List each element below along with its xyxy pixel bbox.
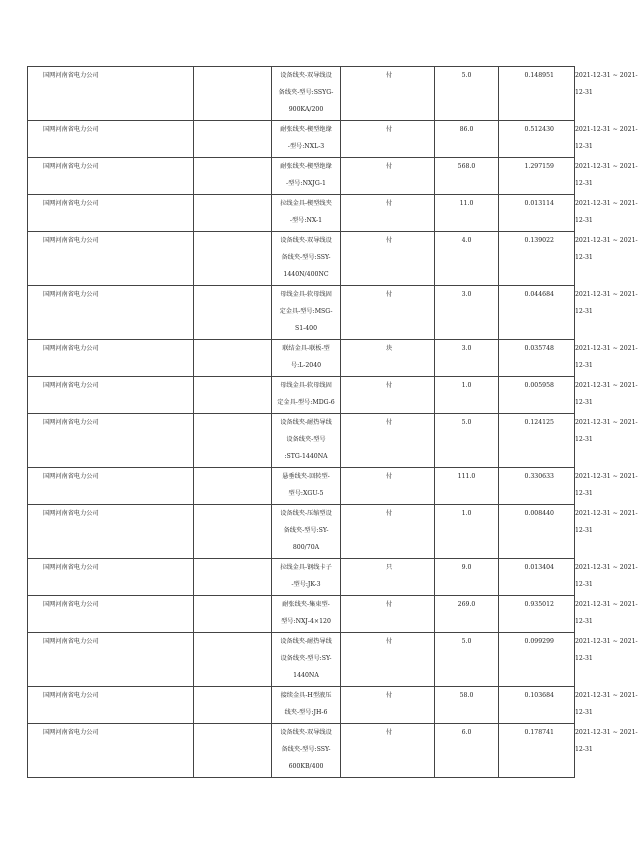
item-description-cell: 耐张线夹-集束型- 型号:NXJ-4×120 (272, 596, 341, 633)
amount-cell: 0.044684 (499, 286, 575, 340)
amount-cell: 0.005958 (499, 377, 575, 414)
table-row: 国网河南省电力公司 设备线夹-双导线设 备线夹-型号:SSYG- 900KA/200 付 5.0 0.148951 2021-12-31 ~ 2021- 12-31 (28, 67, 575, 121)
company-cell: 国网河南省电力公司 (28, 340, 194, 377)
blank-cell (194, 559, 272, 596)
quantity-cell: 86.0 (435, 121, 499, 158)
quantity-cell: 4.0 (435, 232, 499, 286)
blank-cell (194, 633, 272, 687)
quantity-cell: 3.0 (435, 286, 499, 340)
item-description-cell: 母线金具-软母线固 定金具-型号:MDG-6 (272, 377, 341, 414)
quantity-cell: 1.0 (435, 377, 499, 414)
company-cell: 国网河南省电力公司 (28, 559, 194, 596)
blank-cell (194, 687, 272, 724)
amount-cell: 0.008440 (499, 505, 575, 559)
table-row: 国网河南省电力公司 设备线夹-双导线设 备线夹-型号:SSY- 600KB/400 付 6.0 0.178741 2021-12-31 ~ 2021- 12-31 (28, 724, 575, 778)
quantity-cell: 111.0 (435, 468, 499, 505)
quantity-cell: 11.0 (435, 195, 499, 232)
unit-cell: 付 (341, 414, 435, 468)
amount-cell: 0.330633 (499, 468, 575, 505)
amount-cell: 0.935012 (499, 596, 575, 633)
blank-cell (194, 158, 272, 195)
unit-cell: 付 (341, 286, 435, 340)
quantity-cell: 568.0 (435, 158, 499, 195)
item-description-cell: 接续金具-H型液压 线夹-型号:JH-6 (272, 687, 341, 724)
company-cell: 国网河南省电力公司 (28, 633, 194, 687)
blank-cell (194, 67, 272, 121)
quantity-cell: 58.0 (435, 687, 499, 724)
quantity-cell: 5.0 (435, 67, 499, 121)
table-row: 国网河南省电力公司 母线金具-软母线固 定金具-型号:MDG-6 付 1.0 0.005958 2021-12-31 ~ 2021- 12-31 (28, 377, 575, 414)
quantity-cell: 5.0 (435, 414, 499, 468)
quantity-cell: 1.0 (435, 505, 499, 559)
item-description-cell: 设备线夹-双导线设 备线夹-型号:SSY- 1440N/400NC (272, 232, 341, 286)
item-description-cell: 设备线夹-耐热导线 设备线夹-型号:SY- 1440NA (272, 633, 341, 687)
blank-cell (194, 596, 272, 633)
table-row: 国网河南省电力公司 设备线夹-双导线设 备线夹-型号:SSY- 1440N/400NC 付 4.0 0.139022 2021-12-31 ~ 2021- 12-31 (28, 232, 575, 286)
table-row: 国网河南省电力公司 母线金具-软母线固 定金具-型号:MSG- S1-400 付 3.0 0.044684 2021-12-31 ~ 2021- 12-31 (28, 286, 575, 340)
table-row: 国网河南省电力公司 耐张线夹-楔型绝缘 -型号:NXL-3 付 86.0 0.512430 2021-12-31 ~ 2021- 12-31 (28, 121, 575, 158)
item-description-cell: 设备线夹-双导线设 备线夹-型号:SSY- 600KB/400 (272, 724, 341, 778)
amount-cell: 0.178741 (499, 724, 575, 778)
amount-cell: 0.013404 (499, 559, 575, 596)
quantity-cell: 3.0 (435, 340, 499, 377)
table-row: 国网河南省电力公司 接续金具-H型液压 线夹-型号:JH-6 付 58.0 0.103684 2021-12-31 ~ 2021- 12-31 (28, 687, 575, 724)
item-description-cell: 母线金具-软母线固 定金具-型号:MSG- S1-400 (272, 286, 341, 340)
company-cell: 国网河南省电力公司 (28, 158, 194, 195)
item-description-cell: 联结金具-联板-型 号:L-2040 (272, 340, 341, 377)
item-description-cell: 设备线夹-耐热导线 设备线夹-型号 :STG-1440NA (272, 414, 341, 468)
unit-cell: 付 (341, 633, 435, 687)
item-description-cell: 悬垂线夹-回转型- 型号:XGU-5 (272, 468, 341, 505)
amount-cell: 0.099299 (499, 633, 575, 687)
table-row: 国网河南省电力公司 耐张线夹-集束型- 型号:NXJ-4×120 付 269.0 0.935012 2021-12-31 ~ 2021- 12-31 (28, 596, 575, 633)
unit-cell: 付 (341, 596, 435, 633)
blank-cell (194, 232, 272, 286)
item-description-cell: 设备线夹-压缩型设 备线夹-型号:SY- 800/70A (272, 505, 341, 559)
company-cell: 国网河南省电力公司 (28, 195, 194, 232)
procurement-table (27, 66, 638, 778)
amount-cell: 0.103684 (499, 687, 575, 724)
item-description-cell: 设备线夹-双导线设 备线夹-型号:SSYG- 900KA/200 (272, 67, 341, 121)
unit-cell: 付 (341, 67, 435, 121)
unit-cell: 付 (341, 377, 435, 414)
blank-cell (194, 340, 272, 377)
blank-cell (194, 121, 272, 158)
item-description-cell: 拉线金具-楔型线夹 -型号:NX-1 (272, 195, 341, 232)
unit-cell: 块 (341, 340, 435, 377)
table-row: 国网河南省电力公司 拉线金具-楔型线夹 -型号:NX-1 付 11.0 0.013114 2021-12-31 ~ 2021- 12-31 (28, 195, 575, 232)
table-row: 国网河南省电力公司 设备线夹-压缩型设 备线夹-型号:SY- 800/70A 付 1.0 0.008440 2021-12-31 ~ 2021- 12-31 (28, 505, 575, 559)
unit-cell: 付 (341, 121, 435, 158)
amount-cell: 0.124125 (499, 414, 575, 468)
table-row: 国网河南省电力公司 联结金具-联板-型 号:L-2040 块 3.0 0.035748 2021-12-31 ~ 2021- 12-31 (28, 340, 575, 377)
company-cell: 国网河南省电力公司 (28, 414, 194, 468)
table-row: 国网河南省电力公司 耐张线夹-楔型绝缘 -型号:NXJG-1 付 568.0 1.297159 2021-12-31 ~ 2021- 12-31 (28, 158, 575, 195)
blank-cell (194, 724, 272, 778)
company-cell: 国网河南省电力公司 (28, 505, 194, 559)
item-description-cell: 耐张线夹-楔型绝缘 -型号:NXL-3 (272, 121, 341, 158)
unit-cell: 付 (341, 505, 435, 559)
quantity-cell: 5.0 (435, 633, 499, 687)
quantity-cell: 6.0 (435, 724, 499, 778)
company-cell: 国网河南省电力公司 (28, 724, 194, 778)
company-cell: 国网河南省电力公司 (28, 286, 194, 340)
amount-cell: 0.013114 (499, 195, 575, 232)
company-cell: 国网河南省电力公司 (28, 67, 194, 121)
unit-cell: 付 (341, 468, 435, 505)
amount-cell: 1.297159 (499, 158, 575, 195)
company-cell: 国网河南省电力公司 (28, 377, 194, 414)
amount-cell: 0.139022 (499, 232, 575, 286)
table-row: 国网河南省电力公司 拉线金具-钢线卡子 -型号:JK-3 只 9.0 0.013404 2021-12-31 ~ 2021- 12-31 (28, 559, 575, 596)
unit-cell: 付 (341, 232, 435, 286)
company-cell: 国网河南省电力公司 (28, 121, 194, 158)
unit-cell: 只 (341, 559, 435, 596)
quantity-cell: 9.0 (435, 559, 499, 596)
company-cell: 国网河南省电力公司 (28, 596, 194, 633)
item-description-cell: 拉线金具-钢线卡子 -型号:JK-3 (272, 559, 341, 596)
table-row: 国网河南省电力公司 设备线夹-耐热导线 设备线夹-型号 :STG-1440NA 付 5.0 0.124125 2021-12-31 ~ 2021- 12-31 (28, 414, 575, 468)
table-body (28, 67, 638, 778)
company-cell: 国网河南省电力公司 (28, 687, 194, 724)
unit-cell: 付 (341, 158, 435, 195)
table-row: 国网河南省电力公司 设备线夹-耐热导线 设备线夹-型号:SY- 1440NA 付 5.0 0.099299 2021-12-31 ~ 2021- 12-31 (28, 633, 575, 687)
amount-cell: 0.035748 (499, 340, 575, 377)
blank-cell (194, 414, 272, 468)
unit-cell: 付 (341, 724, 435, 778)
amount-cell: 0.148951 (499, 67, 575, 121)
blank-cell (194, 195, 272, 232)
amount-cell: 0.512430 (499, 121, 575, 158)
blank-cell (194, 505, 272, 559)
blank-cell (194, 377, 272, 414)
company-cell: 国网河南省电力公司 (28, 468, 194, 505)
unit-cell: 付 (341, 687, 435, 724)
table-row: 国网河南省电力公司 悬垂线夹-回转型- 型号:XGU-5 付 111.0 0.330633 2021-12-31 ~ 2021- 12-31 (28, 468, 575, 505)
blank-cell (194, 286, 272, 340)
item-description-cell: 耐张线夹-楔型绝缘 -型号:NXJG-1 (272, 158, 341, 195)
unit-cell: 付 (341, 195, 435, 232)
blank-cell (194, 468, 272, 505)
quantity-cell: 269.0 (435, 596, 499, 633)
company-cell: 国网河南省电力公司 (28, 232, 194, 286)
